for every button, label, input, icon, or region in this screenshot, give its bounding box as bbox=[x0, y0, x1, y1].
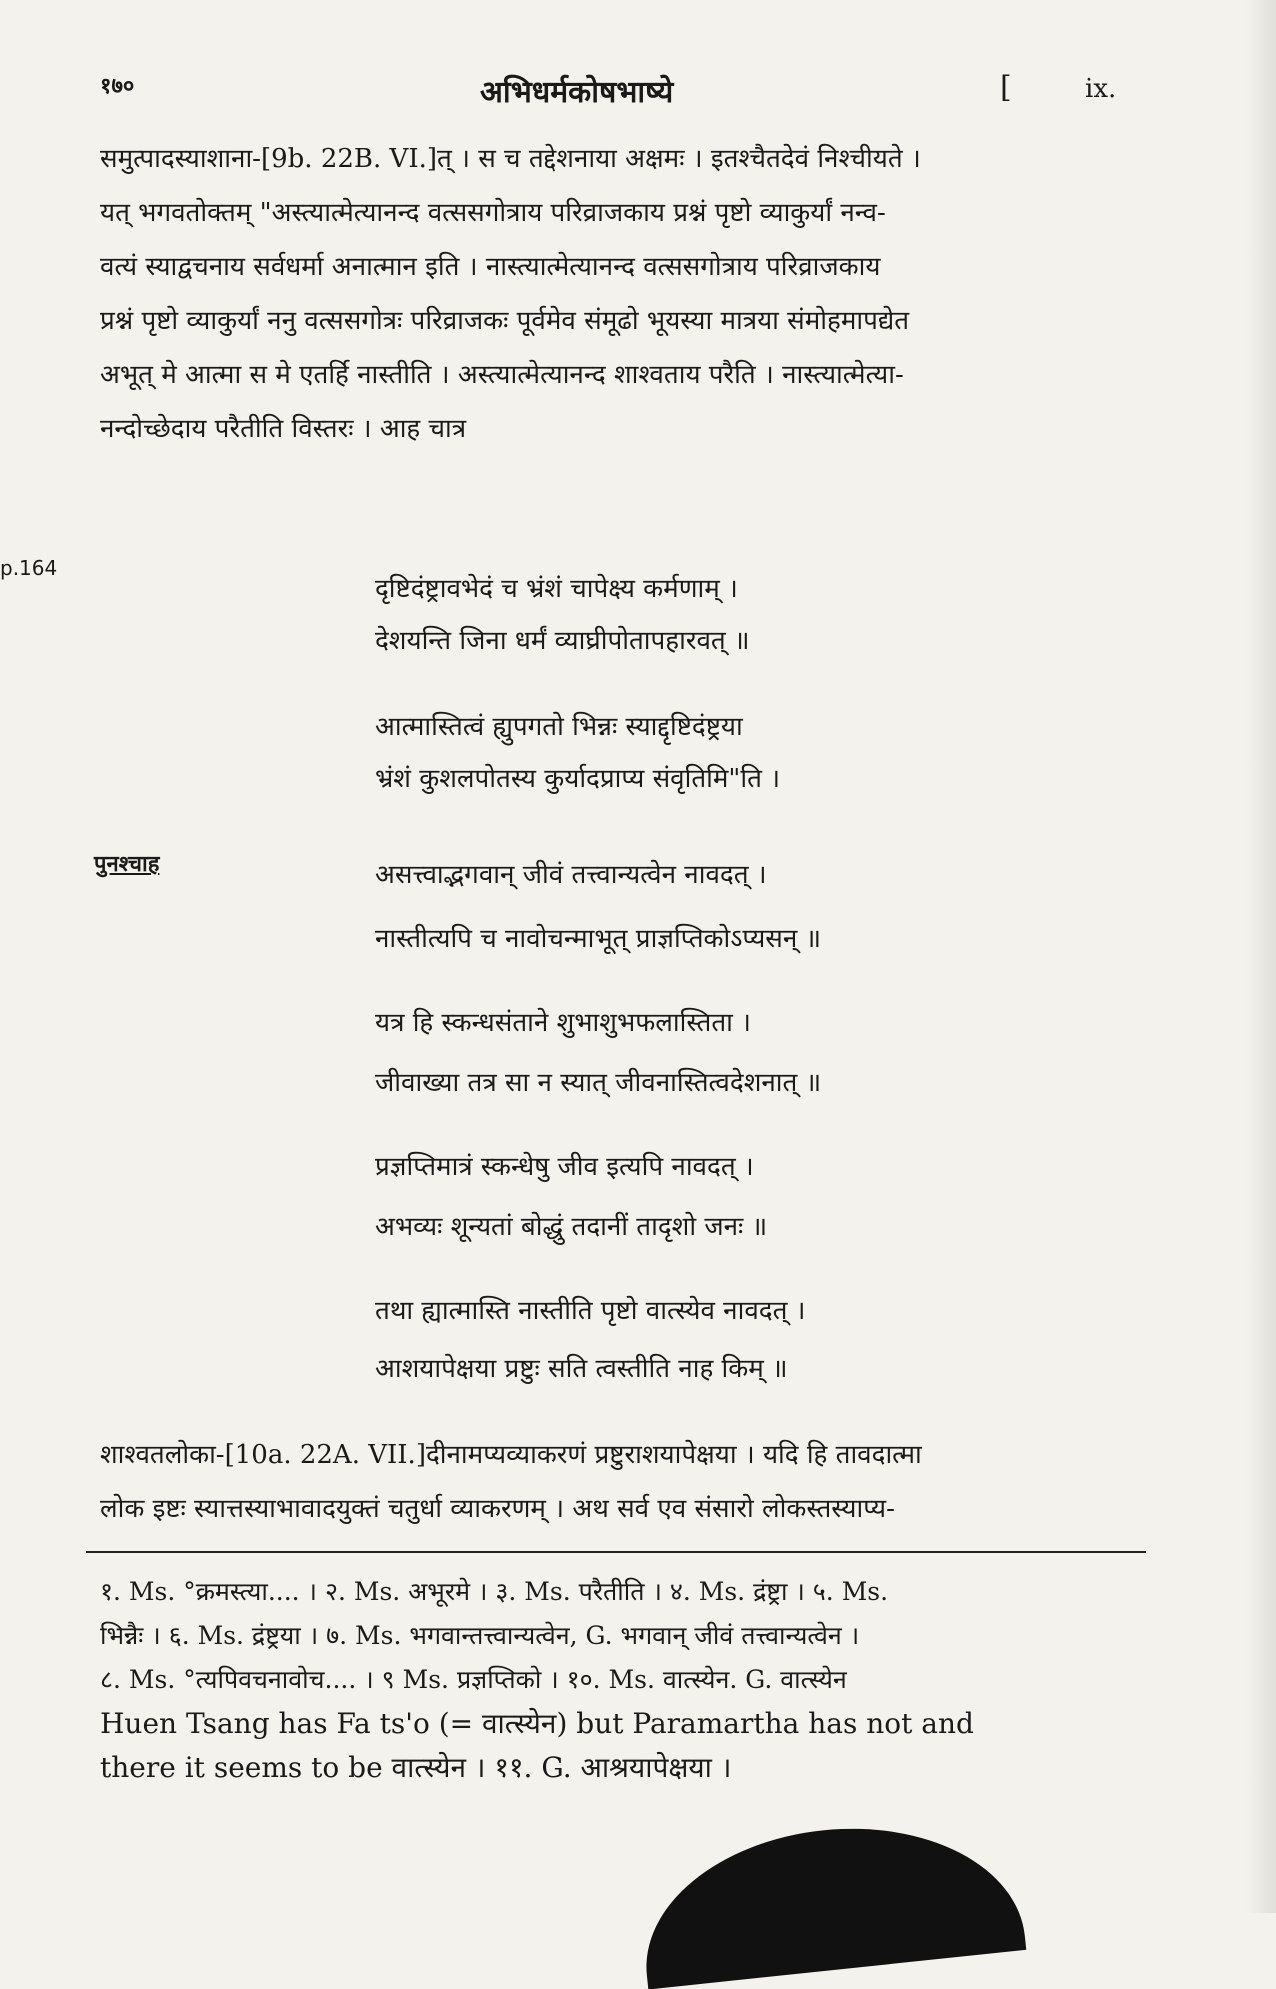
verse-line: अभव्यः शून्यतां बोद्धुं तदानीं तादृशो जनः ॥ bbox=[375, 1212, 768, 1242]
prose-line: नन्दोच्छेदाय परैतीति विस्तरः । आह चात्र bbox=[100, 414, 467, 444]
verse-line: देशयन्ति जिना धर्मं व्याघ्रीपोतापहारवत् ॥ bbox=[375, 626, 750, 656]
chapter-number: ix. bbox=[1085, 74, 1117, 104]
verse-line: यत्र हि स्कन्धसंताने शुभाशुभफलास्तिता । bbox=[375, 1008, 751, 1038]
running-title: अभिधर्मकोषभाष्ये bbox=[480, 75, 674, 110]
header-bracket: [ bbox=[1000, 70, 1012, 105]
footnote-line: १. Ms. °क्रमस्त्या.... । २. Ms. अभूरमे । ३. Ms. परैतीति । ४. Ms. द्रंष्ट्रा । ५. Ms. bbox=[100, 1577, 889, 1606]
footnote-line: ८. Ms. °त्यपिवचनावोच.... । ९ Ms. प्रज्ञप्तिको । १०. Ms. वात्स्येन. G. वात्स्येन bbox=[100, 1665, 847, 1694]
verse-line: आत्मास्तित्वं ह्युपगतो भिन्नः स्याद्दृष्टिदंष्ट्रया bbox=[375, 712, 743, 742]
page-number: १७० bbox=[100, 73, 135, 99]
footnote-line: there it seems to be वात्स्येन । ११. G. आश्रयापेक्षया । bbox=[100, 1751, 732, 1784]
verse-line: दृष्टिदंष्ट्रावभेदं च भ्रंशं चापेक्ष्य कर्मणाम् । bbox=[375, 574, 738, 604]
page-header bbox=[100, 70, 1140, 118]
verse-line: भ्रंशं कुशलपोतस्य कुर्यादप्राप्य संवृतिमि"ति । bbox=[375, 764, 781, 794]
scan-ink-blot bbox=[634, 1811, 1027, 1989]
prose-line: लोक इष्टः स्यात्तस्याभावादयुक्तं चतुर्धा व्याकरणम् । अथ सर्व एव संसारो लोकस्तस्याप्य- bbox=[100, 1494, 895, 1524]
prose-line: शाश्वतलोका-[10a. 22A. VII.]दीनामप्यव्याकरणं प्रष्टुराशयापेक्षया । यदि हि तावदात्मा bbox=[100, 1440, 922, 1470]
side-label: पुनश्चाह bbox=[94, 851, 160, 877]
prose-line: वत्यं स्याद्वचनाय सर्वधर्मा अनात्मान इति । नास्त्यात्मेत्यानन्द वत्ससगोत्राय परिव्राजकाय bbox=[100, 252, 881, 282]
verse-line: नास्तीत्यपि च नावोचन्माभूत् प्राज्ञप्तिकोऽप्यसन् ॥ bbox=[375, 924, 822, 954]
prose-top bbox=[100, 132, 1140, 456]
prose-line: अभूत् मे आत्मा स मे एतर्हि नास्तीति । अस्त्यात्मेत्यानन्द शाश्वताय परैति । नास्त्यात्मेत्या- bbox=[100, 360, 904, 390]
prose-bottom bbox=[100, 1428, 1140, 1536]
footnote-line: भिन्नैः । ६. Ms. द्रंष्ट्रया । ७. Ms. भगवान्तत्त्वान्यत्वेन, G. भगवान् जीवं तत्त्वान्यत्वेन । bbox=[100, 1621, 860, 1650]
verse-line: प्रज्ञप्तिमात्रं स्कन्धेषु जीव इत्यपि नावदत् । bbox=[375, 1152, 754, 1182]
verse-line: तथा ह्यात्मास्ति नास्तीति पृष्टो वात्स्येव नावदत् । bbox=[375, 1296, 806, 1326]
footnote-divider bbox=[86, 1551, 1146, 1553]
prose-line: समुत्पादस्याशाना-[9b. 22B. VI.]त् । स च तद्देशनाया अक्षमः । इतश्चैतदेवं निश्चीयते । bbox=[100, 144, 921, 174]
footnote-line: Huen Tsang has Fa ts'o (= वात्स्येन) but Paramartha has not and bbox=[100, 1707, 974, 1740]
scan-page-edge bbox=[1246, 0, 1276, 1913]
verse-line: असत्त्वाद्भगवान् जीवं तत्त्वान्यत्वेन नावदत् । bbox=[375, 860, 767, 890]
margin-page-ref: p.164 bbox=[0, 556, 58, 580]
verse-line: आशयापेक्षया प्रष्टुः सति त्वस्तीति नाह किम् ॥ bbox=[375, 1354, 788, 1384]
footnotes bbox=[100, 1570, 1140, 1790]
prose-line: प्रश्नं पृष्टो व्याकुर्यां ननु वत्ससगोत्रः परिव्राजकः पूर्वमेव संमूढो भूयस्या मात्रया संमोहमापद्येत bbox=[100, 306, 910, 336]
prose-line: यत् भगवतोक्तम् "अस्त्यात्मेत्यानन्द वत्ससगोत्राय परिव्राजकाय प्रश्नं पृष्टो व्याकुर्यां नन्व- bbox=[100, 198, 886, 228]
verse-line: जीवाख्या तत्र सा न स्यात् जीवनास्तित्वदेशनात् ॥ bbox=[375, 1068, 822, 1098]
